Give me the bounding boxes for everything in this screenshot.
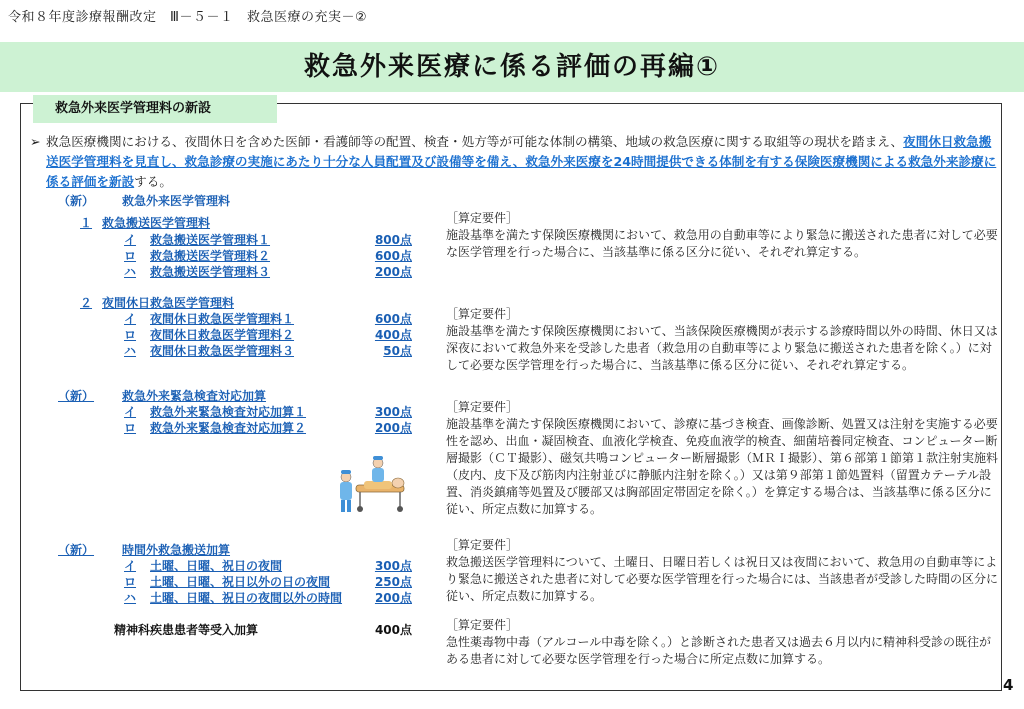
group2-item-points: 400点: [374, 328, 412, 342]
intro-highlight: 夜間休日救急搬送医学管理料を見直し、救急診療の実施にあたり十分な人員配置及び設備等を備え、救急外来医療を24時間提供できる体制を有する保険医療機関による救急外来診療に係る評価を新設: [46, 134, 997, 189]
bullet-arrow-icon: ➢: [30, 134, 41, 149]
group3-item-label: 救急外来緊急検査対応加算１: [150, 405, 307, 419]
group1-num: １: [80, 216, 93, 230]
req-title: ［算定要件］: [446, 307, 519, 321]
group2-name: 夜間休日救急医学管理料: [102, 296, 235, 310]
group4-item-label: 土曜、日曜、祝日以外の日の夜間: [150, 575, 331, 589]
group3-item-marker: イ: [124, 405, 137, 419]
group3-requirements: [446, 399, 1002, 518]
req-title: ［算定要件］: [446, 618, 519, 632]
group4-name: 時間外救急搬送加算: [122, 543, 231, 557]
intro-part3: する。: [134, 174, 172, 189]
group4-item-points: 250点: [374, 575, 412, 589]
group4-item-label: 土曜、日曜、祝日の夜間: [150, 559, 283, 573]
req-title: ［算定要件］: [446, 400, 519, 414]
group4-item-marker: ロ: [124, 575, 137, 589]
group4-item-points: 300点: [374, 559, 412, 573]
group1-item-points: 600点: [374, 249, 412, 263]
group3-item-label: 救急外来緊急検査対応加算２: [150, 421, 307, 435]
group2-item-label: 夜間休日救急医学管理料１: [150, 312, 295, 326]
stretcher-icon: [356, 478, 404, 512]
group5-points: 400点: [374, 623, 412, 637]
group2-item-marker: イ: [124, 312, 137, 326]
group5-requirements: [446, 617, 1002, 668]
group2-num: ２: [80, 296, 93, 310]
group2-item-points: 50点: [383, 344, 412, 358]
paramedic-icon: [372, 456, 384, 482]
group4-item-label: 土曜、日曜、祝日の夜間以外の時間: [150, 591, 343, 605]
group3-item-marker: ロ: [124, 421, 137, 435]
group3-item-points: 300点: [374, 405, 412, 419]
page-title: 救急外来医療に係る評価の再編①: [303, 52, 720, 82]
group4-item-marker: イ: [124, 559, 137, 573]
group1-item-points: 200点: [374, 265, 412, 279]
group2-item-points: 600点: [374, 312, 412, 326]
req-title: ［算定要件］: [446, 538, 519, 552]
intro-part1: 救急医療機関における、夜間休日を含めた医師・看護師等の配置、検査・処方等が可能な体制の構築、地域の救急医療に関する取組等の現状を踏まえ、: [46, 134, 904, 149]
group2-item-label: 夜間休日救急医学管理料２: [150, 328, 295, 342]
group4-requirements: [446, 537, 1002, 605]
group3-name: 救急外来緊急検査対応加算: [122, 389, 267, 403]
paramedic-stretcher-illustration: [338, 455, 418, 517]
group1-item-label: 救急搬送医学管理料１: [150, 233, 271, 247]
group2-item-label: 夜間休日救急医学管理料３: [150, 344, 295, 358]
group2-requirements: [446, 306, 1002, 374]
group1-item-points: 800点: [374, 233, 412, 247]
group2-item-marker: ハ: [124, 344, 137, 358]
group1-name: 救急搬送医学管理料: [102, 216, 211, 230]
group3-new-tag: （新）: [58, 389, 95, 403]
intro-text: [46, 132, 998, 192]
paramedic-icon: [340, 470, 352, 512]
req-body: 施設基準を満たす保険医療機関において、救急用の自動車等により緊急に搬送された患者に対して必要な医学管理を行った場合に、当該基準に係る区分に従い、それぞれ算定する。: [446, 228, 998, 259]
group4-item-points: 200点: [374, 591, 412, 605]
group4-new-tag: （新）: [58, 543, 95, 557]
group2-item-marker: ロ: [124, 328, 137, 342]
req-body: 急性薬毒物中毒（アルコール中毒を除く。）と診断された患者又は過去６月以内に精神科受診の既往がある患者に対して必要な医学管理を行った場合に所定点数に加算する。: [446, 635, 992, 666]
req-body: 施設基準を満たす保険医療機関において、当該保険医療機関が表示する診療時間以外の時間、休日又は深夜において救急外来を受診した患者（救急用の自動車等により緊急に搬送された患者を除く。）に対して必要な医学管理を行った場合に、当該基準に係る区分に従い、それぞれ算定する。: [446, 324, 998, 372]
intro-paragraph: [30, 132, 998, 192]
new-tag: （新）: [58, 194, 95, 208]
group1-item-marker: ハ: [124, 265, 137, 279]
group1-item-marker: イ: [124, 233, 137, 247]
breadcrumb: 令和８年度診療報酬改定 Ⅲ－５－１ 救急医療の充実－②: [8, 10, 368, 25]
req-title: ［算定要件］: [446, 211, 519, 225]
req-body: 救急搬送医学管理料について、土曜日、日曜日若しくは祝日又は夜間において、救急用の自動車等により緊急に搬送された患者に対して必要な医学管理を行った場合には、当該患者が受診した時間の区分に従い、所定点数に加算する。: [446, 555, 999, 603]
group1-item-label: 救急搬送医学管理料３: [150, 265, 271, 279]
title-band: [0, 42, 1024, 92]
group1-item-marker: ロ: [124, 249, 137, 263]
group1-item-label: 救急搬送医学管理料２: [150, 249, 271, 263]
group3-item-points: 200点: [374, 421, 412, 435]
req-body: 施設基準を満たす保険医療機関において、診療に基づき検査、画像診断、処置又は注射を実施する必要性を認め、出血・凝固検査、血液化学検査、免疫血液学的検査、細菌培養同定検査、コンピューター断層撮影（ＣＴ撮影）、磁気共鳴コンピューター断層撮影（ＭＲＩ撮影）、第６部第１節第１款注射実施料（皮内、皮下及び筋肉内注射並びに静脈内注射を除く。）又は第９部第１節処置料（留置カテーテル設置、消炎鎮痛等処置及び腰部又は胸部固定帯固定を除く。）を算定する場合は、当該基準に係る区分に従い、所定点数に加算する。: [446, 417, 999, 516]
group5-name: 精神科疾患患者等受入加算: [114, 623, 259, 637]
page-number: 4: [1003, 676, 1014, 694]
group4-item-marker: ハ: [124, 591, 137, 605]
block-heading-name: 救急外来医学管理料: [122, 194, 231, 208]
section-tag: 救急外来医学管理料の新設: [33, 95, 277, 123]
group1-requirements: [446, 210, 1002, 261]
